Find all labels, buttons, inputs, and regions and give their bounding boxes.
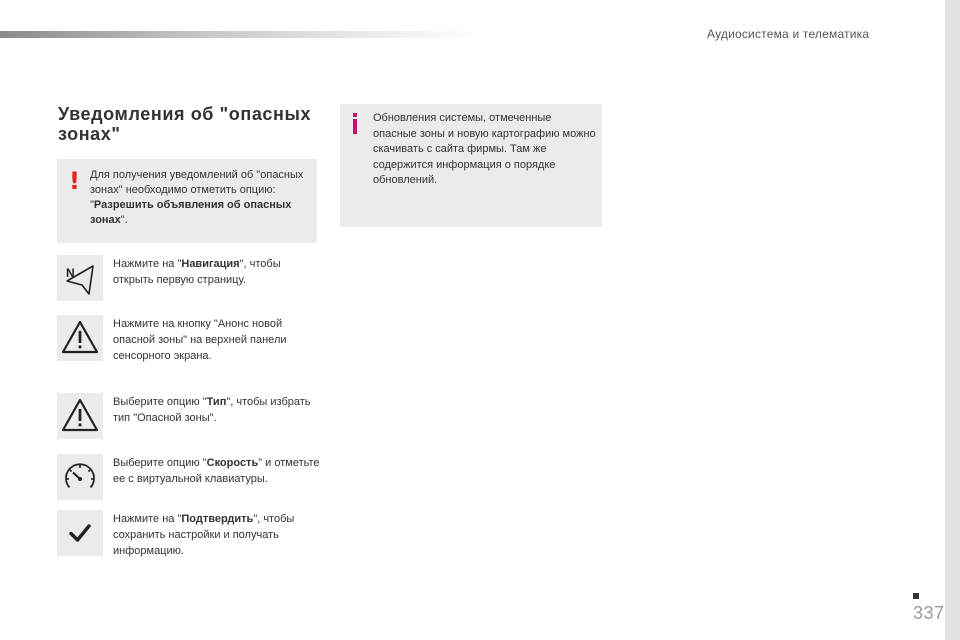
page-title: Уведомления об "опасных зонах": [58, 104, 312, 144]
page-edge-strip: [945, 0, 960, 640]
checkmark-icon: [57, 510, 103, 556]
navigation-icon: [57, 255, 103, 301]
svg-text:N: N: [66, 266, 75, 280]
speedometer-icon: [57, 454, 103, 500]
info-note-text: Обновления системы, отмеченные опасные зоны и новую картографию можно скачивать с сайта фирмы. Там же содержится информация о порядке обновлений.: [373, 112, 596, 186]
info-icon: [353, 113, 357, 134]
step-text: Нажмите на кнопку "Анонс новой опасной зоны" на верхней панели сенсорного экрана.: [113, 318, 287, 362]
step-text: Выберите опцию "Скорость" и отметьте ее с виртуальной клавиатуры.: [113, 457, 320, 485]
warning-triangle-icon: [57, 393, 103, 439]
page-number: 337: [913, 603, 945, 623]
step-text: Нажмите на "Подтвердить", чтобы сохранить настройки и получать информацию.: [113, 513, 295, 557]
page-marker: [913, 593, 919, 599]
info-note: [340, 104, 602, 227]
warning-note-text: Для получения уведомлений об "опасных зонах" необходимо отметить опцию: "Разрешить объявления об опасных зонах".: [90, 169, 304, 226]
warning-note: [57, 159, 317, 243]
section-title: Аудиосистема и телематика: [707, 27, 870, 41]
exclamation-icon: !: [69, 167, 80, 195]
header-gradient-bar: [0, 31, 480, 38]
step-text: Нажмите на "Навигация", чтобы открыть первую страницу.: [113, 258, 281, 286]
step-text: Выберите опцию "Тип", чтобы избрать тип "Опасной зоны".: [113, 396, 311, 424]
warning-triangle-icon: [57, 315, 103, 361]
